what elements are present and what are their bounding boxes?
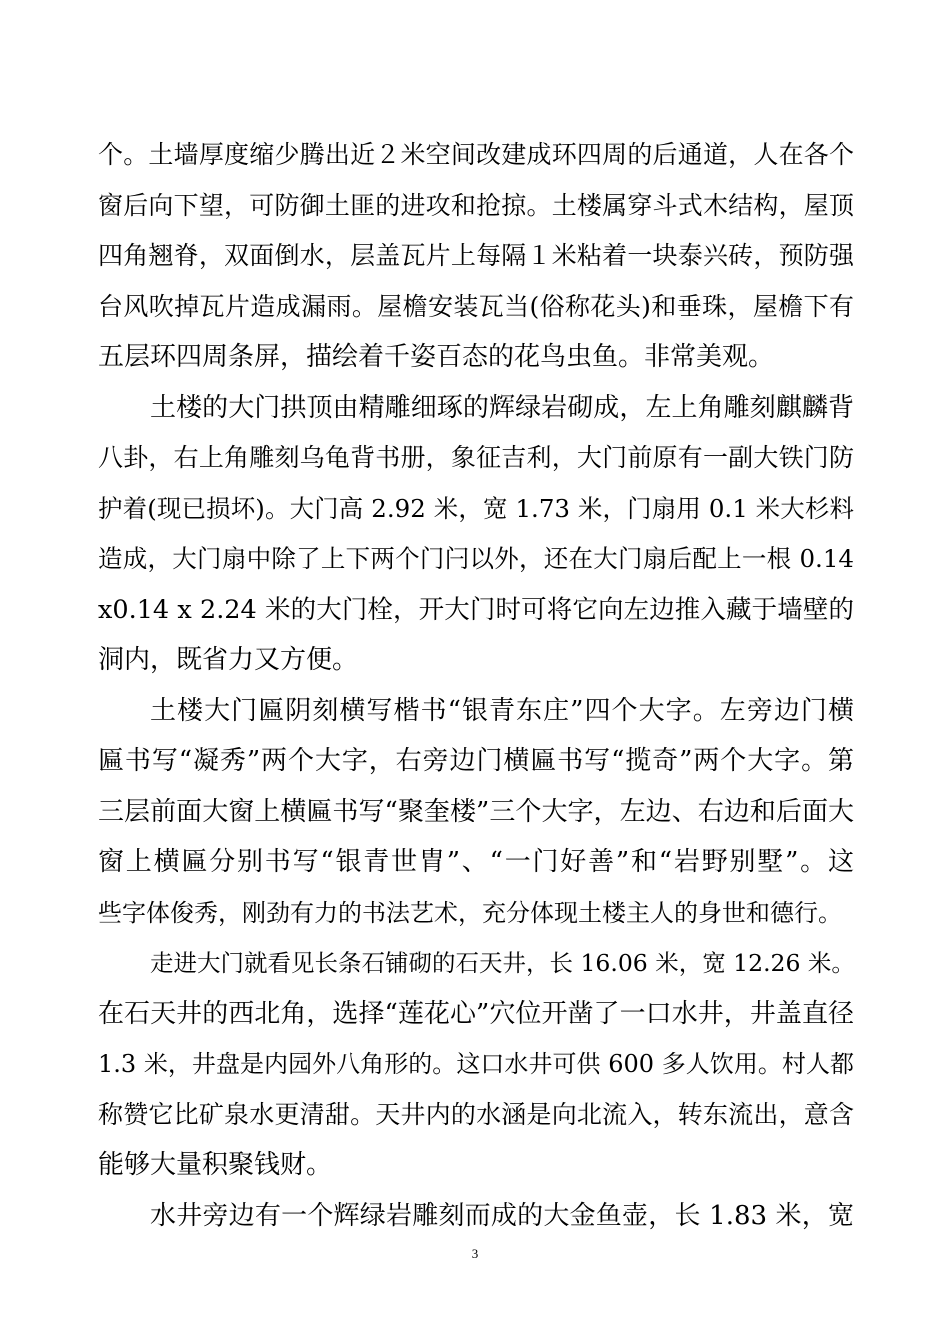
page-body — [98, 130, 854, 1241]
text-line: 能够大量积聚钱财。 — [98, 1150, 333, 1180]
text-line: 造成，大门扇中除了上下两个门闩以外，还在大门扇后配上一根 0.14 — [98, 544, 854, 573]
text-line: 四角翘脊，双面倒水，层盖瓦片上每隔１米粘着一块泰兴砖，预防强 — [98, 241, 854, 270]
paragraph-5 — [98, 1191, 854, 1242]
paragraph-1 — [98, 130, 854, 383]
text-line: 个。土墙厚度缩少腾出近２米空间改建成环四周的后通道，人在各个 — [98, 140, 854, 169]
page-number: 3 — [471, 1246, 479, 1261]
text-line: x0.14 x 2.24 米的大门栓，开大门时可将它向左边推入藏于墙壁的 — [98, 594, 854, 625]
text-line: 窗上横匾分别书写“银青世胄”、“一门好善”和“岩野别墅”。这 — [98, 847, 854, 877]
text-line: 土楼大门匾阴刻横写楷书“银青东庄”四个大字。左旁边门横 — [150, 695, 854, 726]
text-line: 洞内，既省力又方便。 — [98, 645, 359, 675]
text-line: 三层前面大窗上横匾书写“聚奎楼”三个大字，左边、右边和后面大 — [98, 796, 854, 827]
text-line: 八卦，右上角雕刻乌龟背书册，象征吉利，大门前原有一副大铁门防 — [98, 443, 854, 472]
text-line: 水井旁边有一个辉绿岩雕刻而成的大金鱼壶，长 1.83 米，宽 — [150, 1200, 854, 1231]
text-line: 台风吹掉瓦片造成漏雨。屋檐安装瓦当(俗称花头)和垂珠，屋檐下有 — [98, 291, 854, 321]
text-line: 窗后向下望，可防御土匪的进攻和抢掠。土楼属穿斗式木结构，屋顶 — [98, 190, 854, 220]
text-line: 匾书写“凝秀”两个大字，右旁边门横匾书写“揽奇”两个大字。第 — [98, 746, 854, 776]
paragraph-2 — [98, 383, 854, 686]
text-line: 在石天井的西北角，选择“莲花心”穴位开凿了一口水井，井盖直径 — [98, 998, 854, 1029]
text-line: 五层环四周条屏，描绘着千姿百态的花鸟虫鱼。非常美观。 — [98, 342, 775, 372]
paragraph-4 — [98, 938, 854, 1191]
text-line: 走进大门就看见长条石铺砌的石天井，长 16.06 米，宽 12.26 米。 — [150, 949, 855, 977]
paragraph-3 — [98, 686, 854, 939]
text-line: 称赞它比矿泉水更清甜。天井内的水涵是向北流入，转东流出，意含 — [98, 1099, 854, 1129]
text-line: 些字体俊秀，刚劲有力的书法艺术，充分体现土楼主人的身世和德行。 — [98, 898, 842, 927]
text-line: 土楼的大门拱顶由精雕细琢的辉绿岩砌成，左上角雕刻麒麟背 — [150, 392, 854, 423]
text-line: 1.3 米，井盘是内园外八角形的。这口水井可供 600 多人饮用。村人都 — [98, 1050, 854, 1078]
text-line: 护着(现已损坏)。大门高 2.92 米，宽 1.73 米，门扇用 0.1 米大杉料 — [98, 493, 854, 523]
